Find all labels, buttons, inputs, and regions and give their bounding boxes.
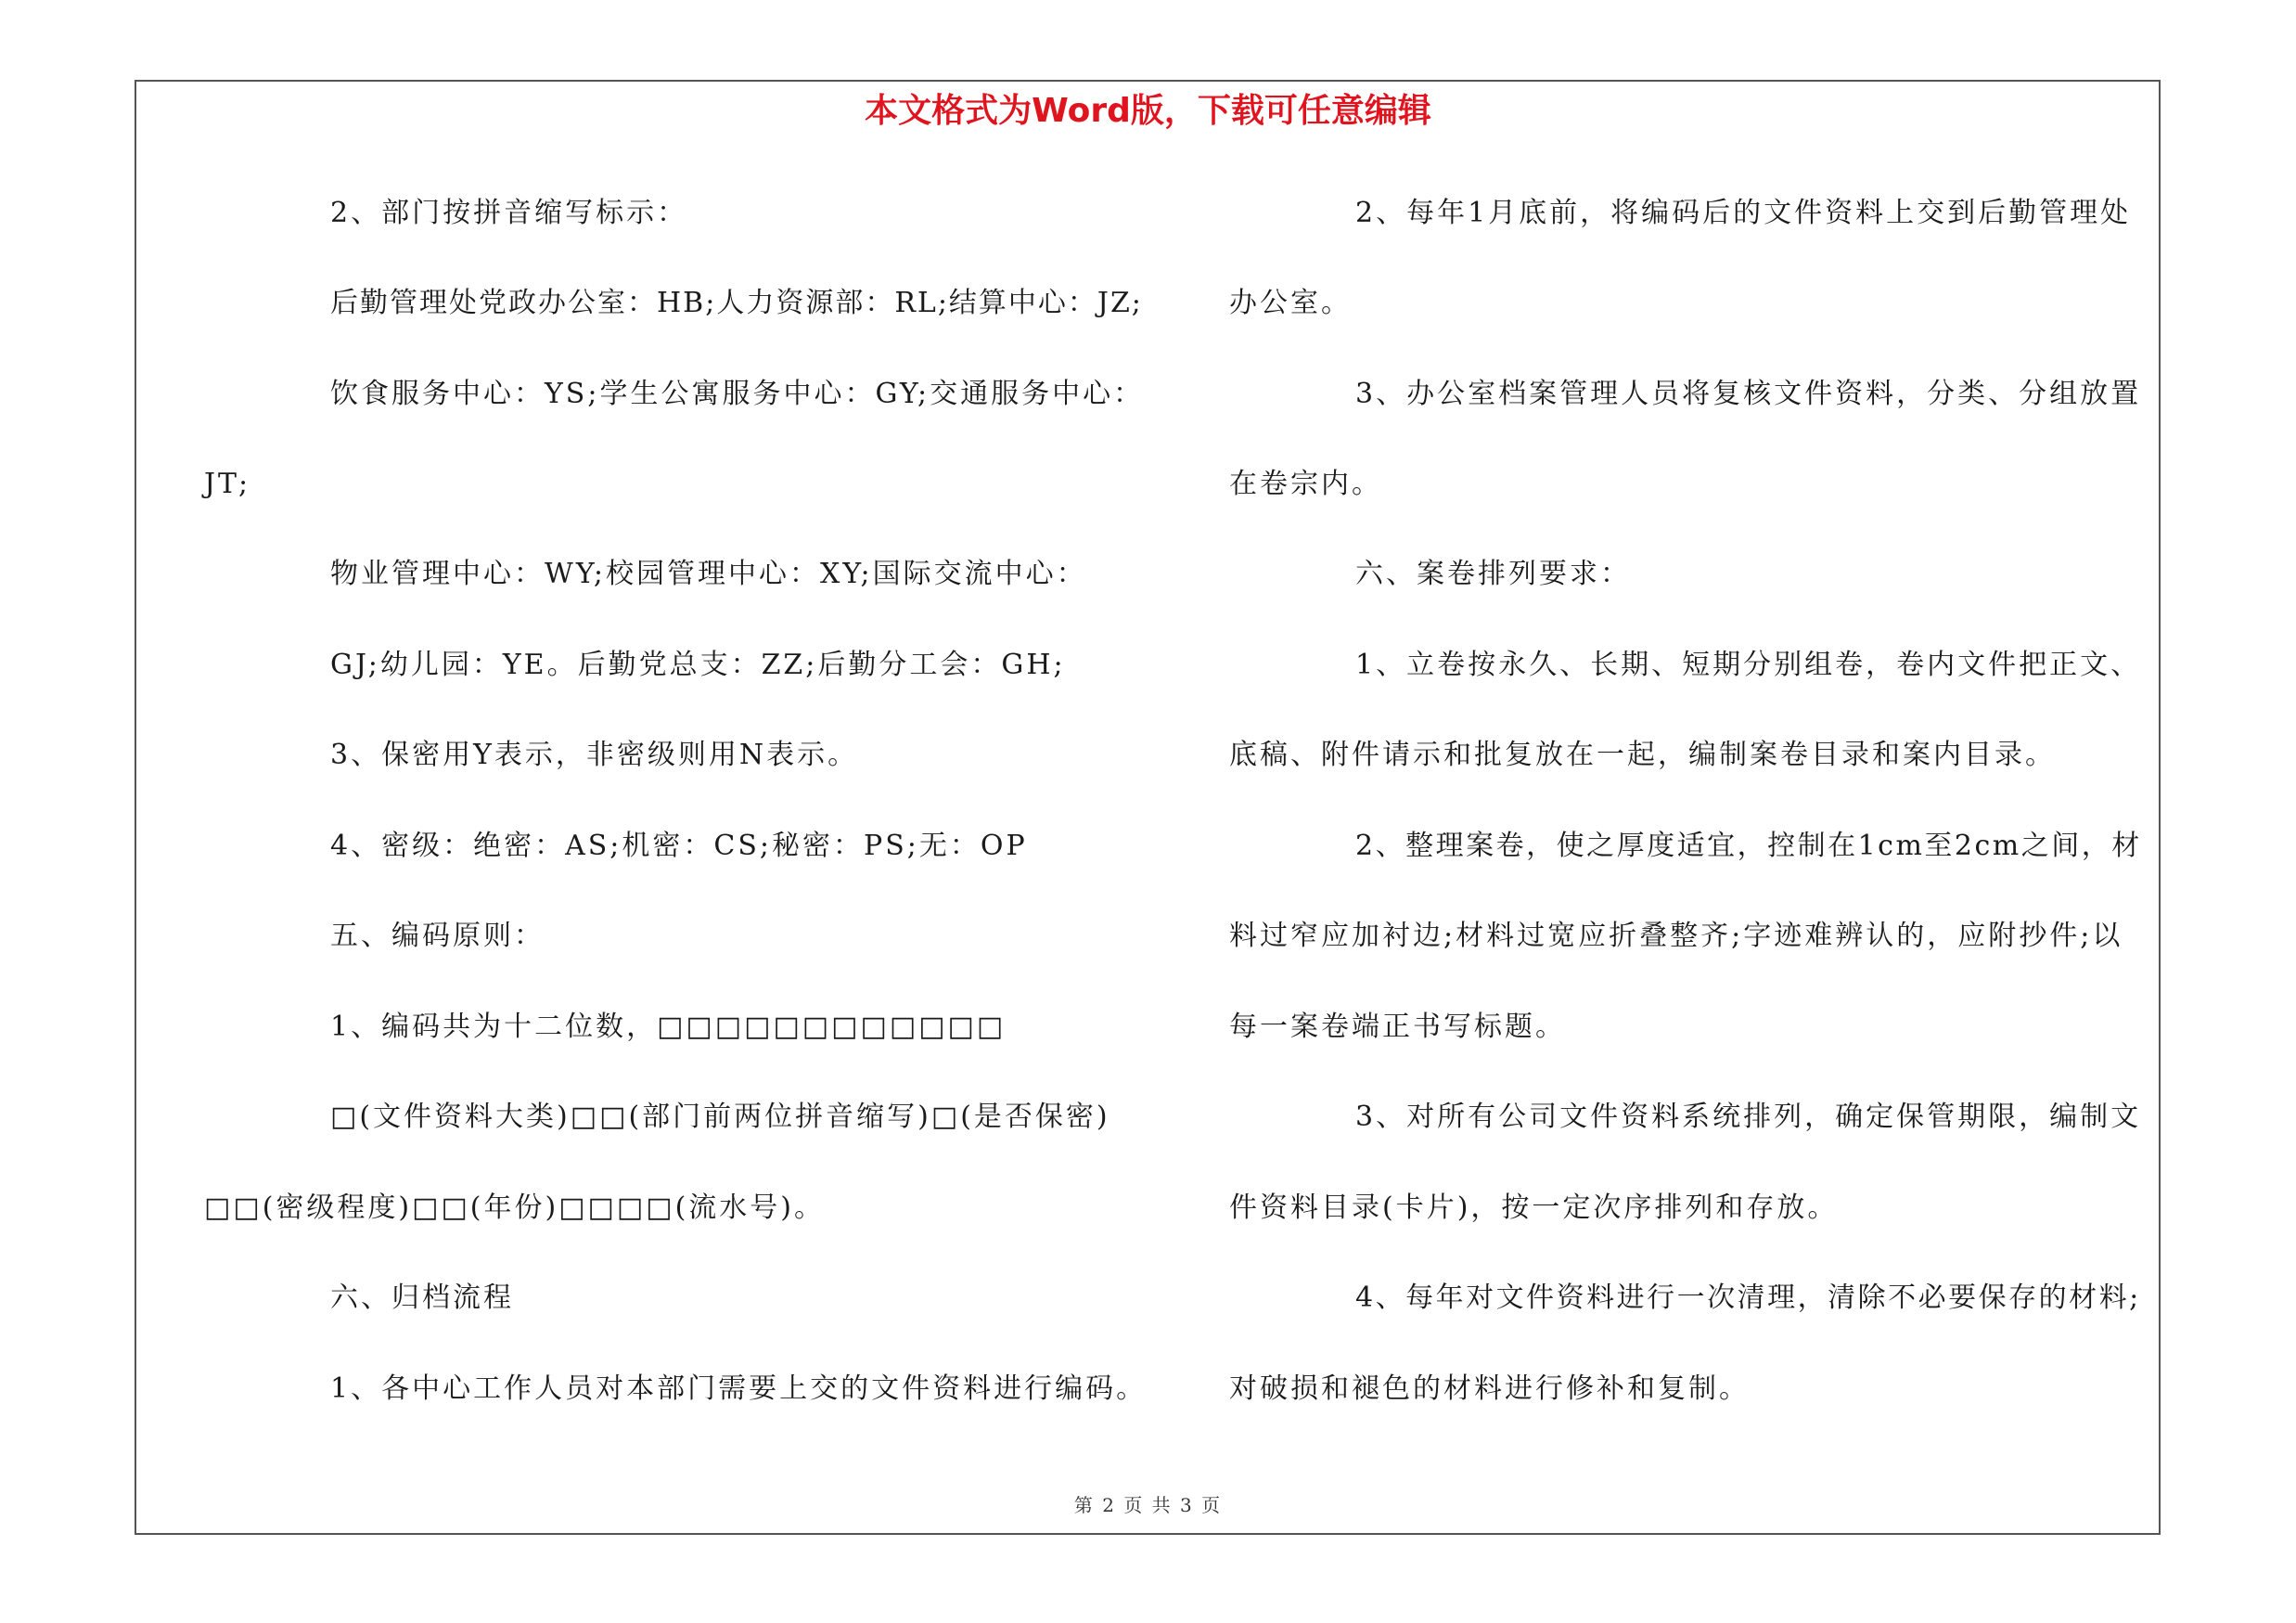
paragraph-line: 3、对所有公司文件资料系统排列，确定保管期限，编制文 [1355,1101,2142,1133]
paragraph-line: 底稿、附件请示和批复放在一起，编制案卷目录和案内目录。 [1229,739,2056,771]
section-heading: 六、归档流程 [330,1282,514,1314]
paragraph-line: 1、编码共为十二位数，□□□□□□□□□□□□ [330,1011,1007,1043]
paragraph-line: 办公室。 [1229,287,1352,319]
page-number-footer: 第 2 页 共 3 页 [1073,1494,1223,1516]
paragraph-line: 3、保密用Y表示，非密级则用N表示。 [330,739,859,771]
paragraph-line: 4、密级：绝密：AS;机密：CS;秘密：PS;无：OP [330,830,1028,862]
paragraph-line: 后勤管理处党政办公室：HB;人力资源部：RL;结算中心：JZ; [330,287,1143,319]
paragraph-line: 在卷宗内。 [1229,468,1382,500]
paragraph-line: 对破损和褪色的材料进行修补和复制。 [1229,1372,1750,1405]
section-heading: 六、案卷排列要求： [1355,558,1631,590]
paragraph-line: 饮食服务中心：YS;学生公寓服务中心：GY;交通服务中心： [330,378,1145,410]
paragraph-line: JT; [204,468,251,500]
paragraph-line: GJ;幼儿园：YE。后勤党总支：ZZ;后勤分工会：GH; [330,649,1066,681]
section-heading: 五、编码原则： [330,920,545,952]
paragraph-line: 4、每年对文件资料进行一次清理，清除不必要保存的材料; [1355,1282,2141,1314]
paragraph-line: 每一案卷端正书写标题。 [1229,1011,1566,1043]
paragraph-line: 3、办公室档案管理人员将复核文件资料，分类、分组放置 [1355,378,2142,410]
paragraph-line: 1、立卷按永久、长期、短期分别组卷，卷内文件把正文、 [1355,649,2142,681]
paragraph-line: □(文件资料大类)□□(部门前两位拼音缩写)□(是否保密) [330,1101,1110,1133]
paragraph-line: 件资料目录(卡片)，按一定次序排列和存放。 [1229,1191,1839,1224]
paragraph-line: 2、部门按拼音缩写标示： [330,197,688,229]
editable-format-banner: 本文格式为Word版，下载可任意编辑 [865,92,1431,130]
paragraph-line: 物业管理中心：WY;校园管理中心：XY;国际交流中心： [330,558,1087,590]
paragraph-line: 1、各中心工作人员对本部门需要上交的文件资料进行编码。 [330,1372,1148,1405]
paragraph-line: 2、整理案卷，使之厚度适宜，控制在1cm至2cm之间，材 [1355,830,2142,862]
paragraph-line: □□(密级程度)□□(年份)□□□□(流水号)。 [204,1191,825,1224]
paragraph-line: 2、每年1月底前，将编码后的文件资料上交到后勤管理处 [1355,197,2132,229]
paragraph-line: 料过窄应加衬边;材料过宽应折叠整齐;字迹难辨认的，应附抄件;以 [1229,920,2123,952]
